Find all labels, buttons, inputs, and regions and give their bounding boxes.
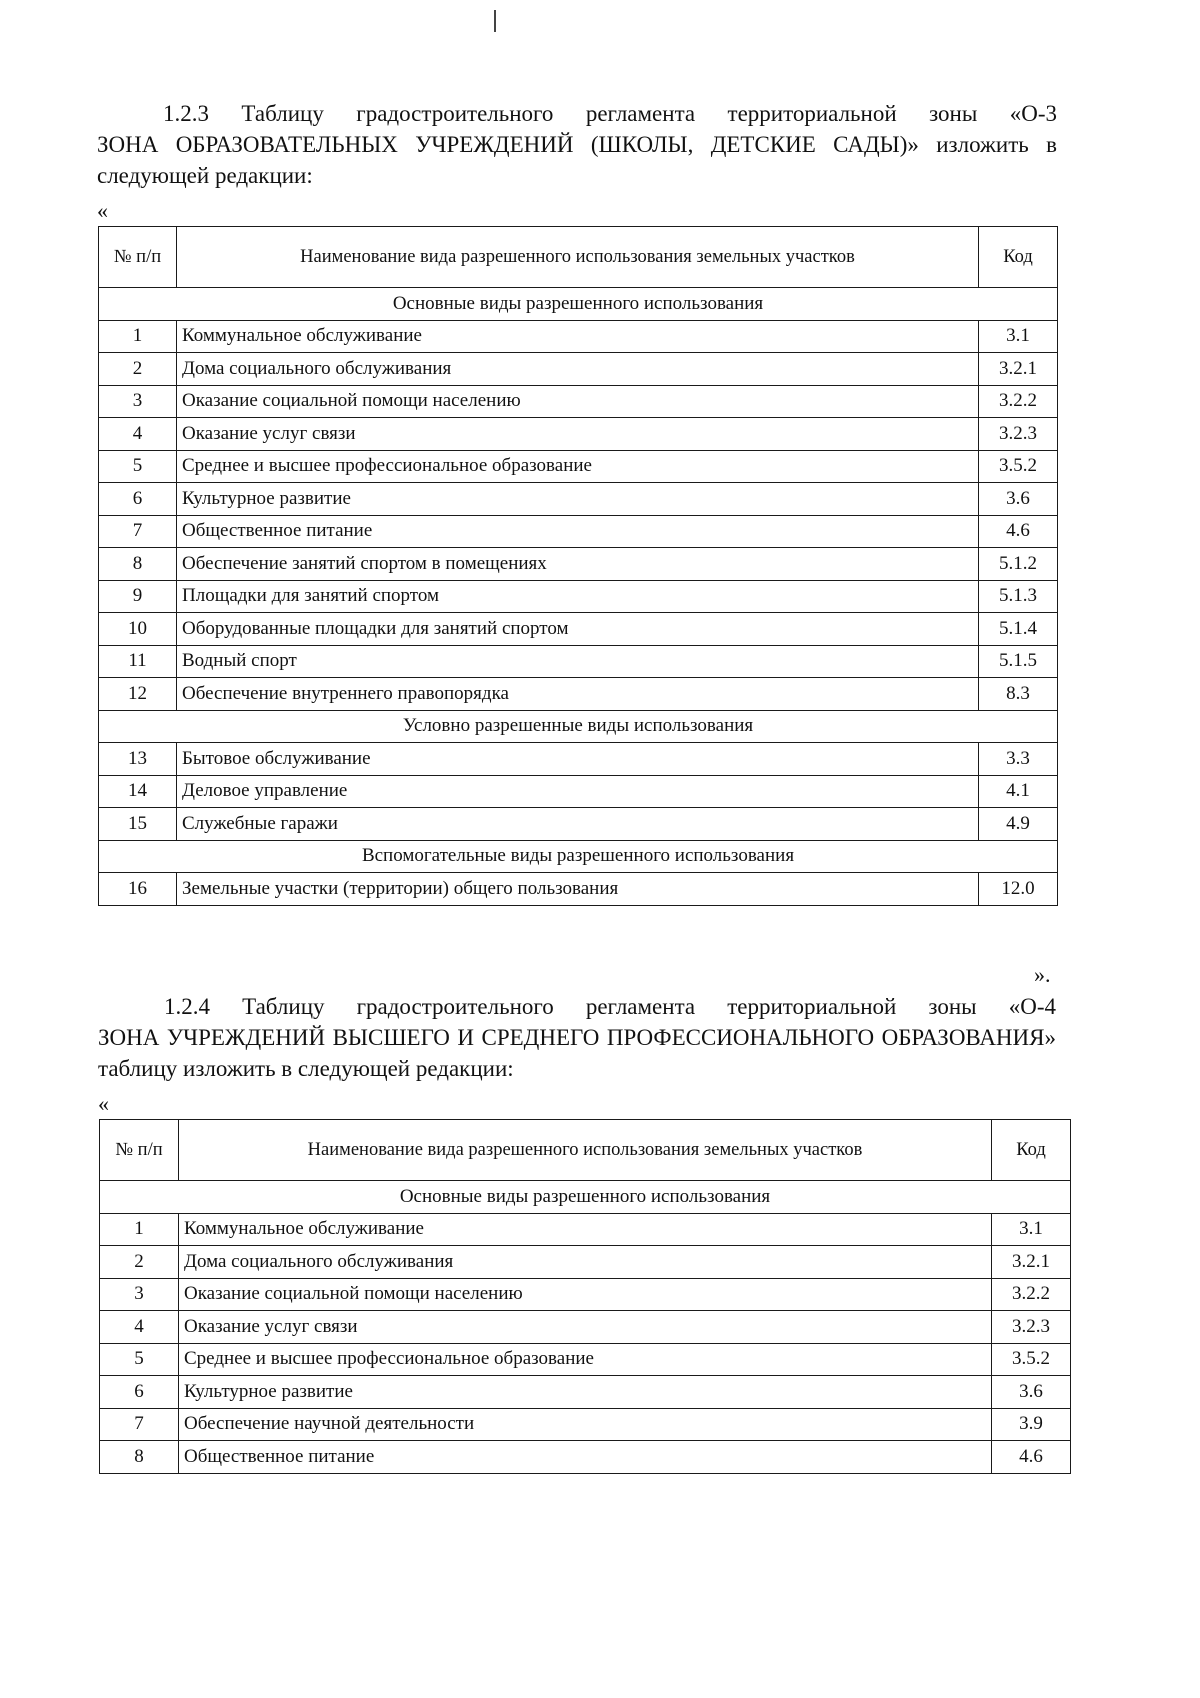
row-number: 14 bbox=[99, 775, 177, 808]
row-number: 5 bbox=[100, 1343, 179, 1376]
table-row bbox=[99, 515, 1058, 548]
land-use-code: 3.1 bbox=[979, 320, 1058, 353]
table-row bbox=[99, 613, 1058, 646]
land-use-name: Водный спорт bbox=[177, 645, 979, 678]
land-use-name: Земельные участки (территории) общего пользования bbox=[177, 873, 979, 906]
land-use-code: 3.6 bbox=[992, 1376, 1071, 1409]
paragraph-line: таблицу изложить в следующей редакции: bbox=[98, 1056, 514, 1081]
table-row bbox=[100, 1343, 1071, 1376]
header-name: Наименование вида разрешенного использования земельных участков bbox=[179, 1120, 992, 1181]
paragraph-line: следующей редакции: bbox=[97, 163, 313, 188]
land-use-name: Оборудованные площадки для занятий спортом bbox=[177, 613, 979, 646]
table-row bbox=[99, 743, 1058, 776]
row-number: 15 bbox=[99, 808, 177, 841]
land-use-name: Общественное питание bbox=[177, 515, 979, 548]
table-row bbox=[99, 775, 1058, 808]
table-section-row bbox=[99, 710, 1058, 743]
row-number: 13 bbox=[99, 743, 177, 776]
land-use-code: 3.2.3 bbox=[992, 1311, 1071, 1344]
row-number: 9 bbox=[99, 580, 177, 613]
row-number: 8 bbox=[99, 548, 177, 581]
land-use-code: 3.2.2 bbox=[992, 1278, 1071, 1311]
opening-quote: « bbox=[98, 1091, 109, 1116]
row-number: 8 bbox=[100, 1441, 179, 1474]
regulation-table-o4 bbox=[99, 1119, 1071, 1474]
row-number: 3 bbox=[100, 1278, 179, 1311]
land-use-name: Оказание социальной помощи населению bbox=[179, 1278, 992, 1311]
row-number: 6 bbox=[99, 483, 177, 516]
page-scan-mark bbox=[494, 10, 496, 32]
table-row bbox=[100, 1311, 1071, 1344]
land-use-name: Коммунальное обслуживание bbox=[179, 1213, 992, 1246]
land-use-name: Служебные гаражи bbox=[177, 808, 979, 841]
land-use-code: 3.5.2 bbox=[992, 1343, 1071, 1376]
row-number: 2 bbox=[99, 353, 177, 386]
land-use-name: Площадки для занятий спортом bbox=[177, 580, 979, 613]
table-row bbox=[99, 418, 1058, 451]
table-row bbox=[99, 450, 1058, 483]
land-use-name: Культурное развитие bbox=[179, 1376, 992, 1409]
section-title: Условно разрешенные виды использования bbox=[99, 710, 1058, 743]
land-use-name: Оказание услуг связи bbox=[179, 1311, 992, 1344]
table-row bbox=[99, 678, 1058, 711]
land-use-name: Обеспечение занятий спортом в помещениях bbox=[177, 548, 979, 581]
land-use-name: Оказание услуг связи bbox=[177, 418, 979, 451]
table-row bbox=[99, 645, 1058, 678]
row-number: 11 bbox=[99, 645, 177, 678]
header-code: Код bbox=[992, 1120, 1071, 1181]
land-use-code: 5.1.3 bbox=[979, 580, 1058, 613]
table-row bbox=[100, 1408, 1071, 1441]
header-num: № п/п bbox=[100, 1120, 179, 1181]
table-header-row bbox=[100, 1120, 1071, 1181]
row-number: 2 bbox=[100, 1246, 179, 1279]
land-use-code: 12.0 bbox=[979, 873, 1058, 906]
land-use-code: 3.2.3 bbox=[979, 418, 1058, 451]
regulation-table-o3 bbox=[98, 226, 1058, 906]
land-use-code: 5.1.5 bbox=[979, 645, 1058, 678]
section-title: Основные виды разрешенного использования bbox=[99, 288, 1058, 321]
land-use-name: Дома социального обслуживания bbox=[179, 1246, 992, 1279]
land-use-code: 3.2.1 bbox=[979, 353, 1058, 386]
section-title: Вспомогательные виды разрешенного использования bbox=[99, 840, 1058, 873]
land-use-code: 3.3 bbox=[979, 743, 1058, 776]
paragraph-1-2-3 bbox=[97, 98, 1057, 191]
table-section-row bbox=[99, 288, 1058, 321]
land-use-code: 3.6 bbox=[979, 483, 1058, 516]
table-row bbox=[100, 1246, 1071, 1279]
table-section-row bbox=[99, 840, 1058, 873]
land-use-code: 5.1.4 bbox=[979, 613, 1058, 646]
land-use-code: 4.9 bbox=[979, 808, 1058, 841]
table-row bbox=[100, 1278, 1071, 1311]
table-section-row bbox=[100, 1181, 1071, 1214]
table-row bbox=[99, 483, 1058, 516]
land-use-name: Дома социального обслуживания bbox=[177, 353, 979, 386]
table-row bbox=[99, 580, 1058, 613]
land-use-name: Оказание социальной помощи населению bbox=[177, 385, 979, 418]
land-use-code: 3.9 bbox=[992, 1408, 1071, 1441]
table-header-row bbox=[99, 227, 1058, 288]
paragraph-line: 1.2.4 Таблицу градостроительного регламента территориальной зоны «О-4 bbox=[164, 994, 1056, 1019]
table-row bbox=[100, 1213, 1071, 1246]
land-use-code: 8.3 bbox=[979, 678, 1058, 711]
land-use-name: Среднее и высшее профессиональное образование bbox=[179, 1343, 992, 1376]
land-use-code: 3.2.1 bbox=[992, 1246, 1071, 1279]
table-row bbox=[100, 1376, 1071, 1409]
row-number: 4 bbox=[100, 1311, 179, 1344]
table-body bbox=[99, 288, 1058, 906]
land-use-code: 5.1.2 bbox=[979, 548, 1058, 581]
land-use-code: 3.5.2 bbox=[979, 450, 1058, 483]
land-use-code: 3.2.2 bbox=[979, 385, 1058, 418]
land-use-name: Среднее и высшее профессиональное образование bbox=[177, 450, 979, 483]
row-number: 12 bbox=[99, 678, 177, 711]
land-use-name: Обеспечение научной деятельности bbox=[179, 1408, 992, 1441]
land-use-name: Общественное питание bbox=[179, 1441, 992, 1474]
opening-quote: « bbox=[97, 198, 108, 223]
header-code: Код bbox=[979, 227, 1058, 288]
table-row bbox=[99, 873, 1058, 906]
land-use-name: Бытовое обслуживание bbox=[177, 743, 979, 776]
header-num: № п/п bbox=[99, 227, 177, 288]
land-use-name: Обеспечение внутреннего правопорядка bbox=[177, 678, 979, 711]
table-row bbox=[99, 385, 1058, 418]
table-body bbox=[100, 1181, 1071, 1474]
row-number: 5 bbox=[99, 450, 177, 483]
land-use-name: Коммунальное обслуживание bbox=[177, 320, 979, 353]
closing-quote: ». bbox=[1034, 962, 1051, 987]
table-row bbox=[99, 353, 1058, 386]
row-number: 1 bbox=[100, 1213, 179, 1246]
paragraph-1-2-4 bbox=[98, 991, 1056, 1084]
table-row bbox=[100, 1441, 1071, 1474]
land-use-code: 4.1 bbox=[979, 775, 1058, 808]
section-title: Основные виды разрешенного использования bbox=[100, 1181, 1071, 1214]
land-use-code: 3.1 bbox=[992, 1213, 1071, 1246]
paragraph-line: ЗОНА УЧРЕЖДЕНИЙ ВЫСШЕГО И СРЕДНЕГО ПРОФЕССИОНАЛЬНОГО ОБРАЗОВАНИЯ» bbox=[98, 1025, 1056, 1050]
row-number: 10 bbox=[99, 613, 177, 646]
row-number: 7 bbox=[100, 1408, 179, 1441]
table-row bbox=[99, 320, 1058, 353]
row-number: 16 bbox=[99, 873, 177, 906]
land-use-name: Культурное развитие bbox=[177, 483, 979, 516]
table-row bbox=[99, 808, 1058, 841]
row-number: 6 bbox=[100, 1376, 179, 1409]
row-number: 4 bbox=[99, 418, 177, 451]
land-use-code: 4.6 bbox=[979, 515, 1058, 548]
row-number: 1 bbox=[99, 320, 177, 353]
land-use-name: Деловое управление bbox=[177, 775, 979, 808]
paragraph-line: ЗОНА ОБРАЗОВАТЕЛЬНЫХ УЧРЕЖДЕНИЙ (ШКОЛЫ, ДЕТСКИЕ САДЫ)» изложить в bbox=[97, 132, 1057, 157]
row-number: 7 bbox=[99, 515, 177, 548]
header-name: Наименование вида разрешенного использования земельных участков bbox=[177, 227, 979, 288]
row-number: 3 bbox=[99, 385, 177, 418]
paragraph-line: 1.2.3 Таблицу градостроительного регламента территориальной зоны «О-3 bbox=[163, 101, 1057, 126]
table-row bbox=[99, 548, 1058, 581]
land-use-code: 4.6 bbox=[992, 1441, 1071, 1474]
